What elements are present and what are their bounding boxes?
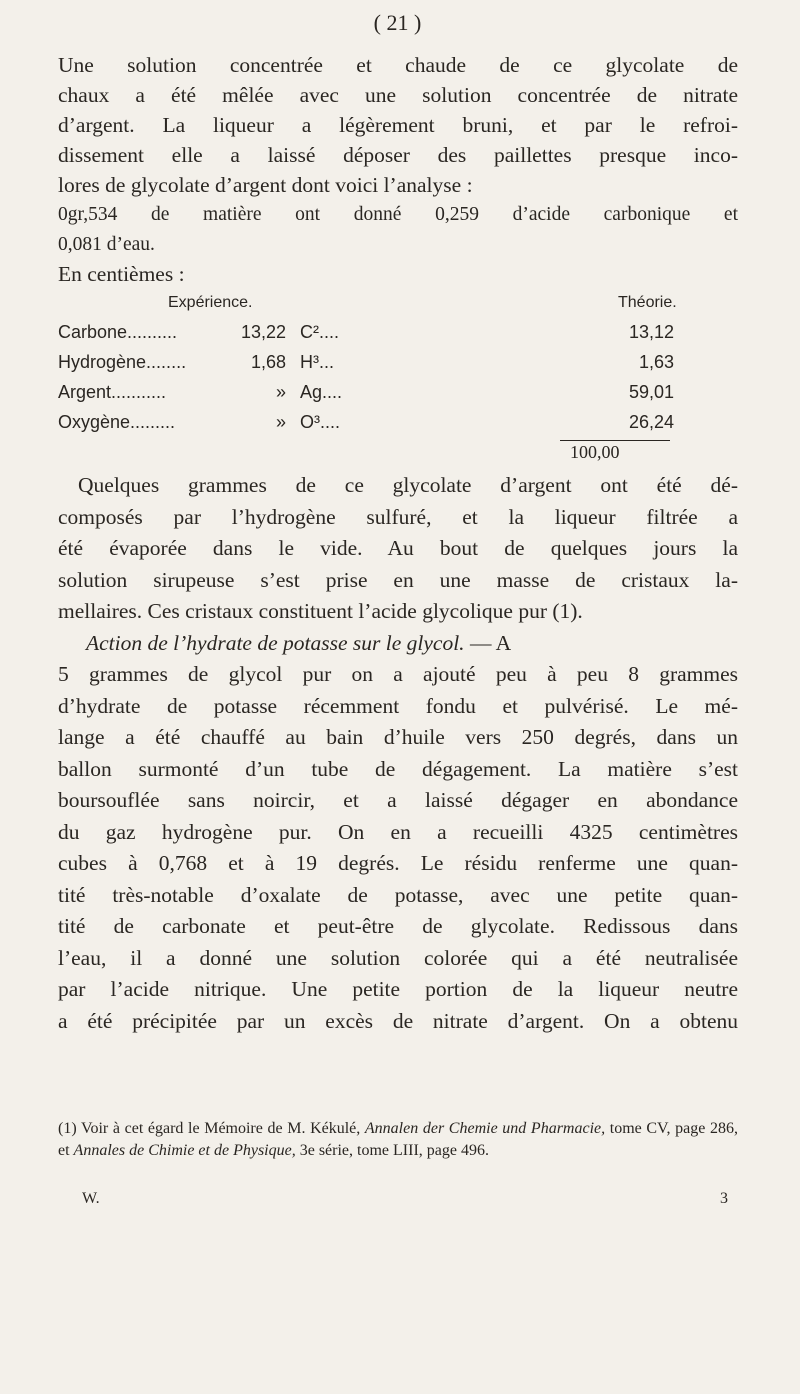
element-name: Oxygène......... [58, 412, 176, 432]
experience-value: 1,68 [250, 352, 286, 372]
text-line: lores de glycolate d’argent dont voici l’analyse : [58, 173, 473, 197]
text-line: a été précipitée par un excès de nitrate d’argent. On a obtenu [58, 1008, 738, 1033]
page-number: ( 21 ) [373, 10, 422, 35]
text-line: par l’acide nitrique. Une petite portion de la liqueur neutre [58, 977, 738, 1001]
text-line: d’hydrate de potasse récemment fondu et pulvérisé. Le mé- [58, 693, 738, 718]
formula-symbol: H³... [300, 352, 334, 372]
theory-value: 1,63 [638, 352, 674, 372]
section-heading-line [58, 628, 738, 660]
formula-symbol: C².... [300, 322, 339, 342]
section-title: Action de l’hydrate de potasse sur le glycol. [86, 630, 465, 655]
text-line: ballon surmonté d’un tube de dégagement. La matière s’est [58, 756, 738, 781]
theory-value: 26,24 [628, 412, 674, 432]
text-line: lange a été chauffé au bain d’huile vers 250 degrés, dans un [58, 725, 738, 749]
text-line: d’argent. La liqueur a légèrement bruni, et par le refroi- [58, 113, 738, 137]
formula-symbol: Ag.... [300, 382, 343, 402]
section-dash: — A [464, 630, 512, 655]
text-line: été évaporée dans le vide. Au bout de quelques jours la [58, 536, 738, 560]
element-name: Hydrogène........ [58, 352, 187, 372]
column-header-experience: Expérience. [168, 294, 253, 311]
total-value: 100,00 [570, 442, 620, 462]
element-name: Carbone.......... [58, 322, 178, 342]
total-rule [560, 440, 670, 441]
table-row [58, 322, 738, 350]
signature-mark: W. [82, 1190, 100, 1207]
footnote-tail: 3e série, tome LIII, page 496. [295, 1142, 489, 1159]
text-line: mellaires. Ces cristaux constituent l’acide glycolique pur (1). [58, 599, 583, 623]
footnote-journal-1: Annalen der Chemie und Pharmacie, [364, 1120, 606, 1137]
footnote [58, 1118, 738, 1162]
signature-number: 3 [720, 1190, 728, 1207]
signature-line [58, 1190, 738, 1208]
table-row [58, 352, 738, 380]
table-row [58, 412, 738, 440]
footnote-journal-2: Annales de Chimie et de Physique, [73, 1142, 296, 1159]
experience-value: 13,22 [240, 322, 286, 342]
text-line: cubes à 0,768 et à 19 degrés. Le résidu renferme une quan- [58, 851, 738, 875]
text-line: chaux a été mêlée avec une solution concentrée de nitrate [58, 83, 738, 107]
column-header-theorie: Théorie. [618, 294, 677, 311]
theory-value: 59,01 [628, 382, 674, 402]
text-line: Une solution concentrée et chaude de ce glycolate de [58, 53, 738, 77]
body-text [58, 50, 738, 260]
experience-value: » [275, 412, 286, 432]
theory-value: 13,12 [628, 322, 674, 342]
experience-value: » [275, 382, 286, 402]
text-line: tité de carbonate et peut-être de glycolate. Redissous dans [58, 914, 738, 938]
element-name: Argent........... [58, 382, 167, 402]
text-line: solution sirupeuse s’est prise en une masse de cristaux la- [58, 567, 738, 592]
footnote-lead: (1) Voir à cet égard le Mémoire de M. Kékulé, [58, 1120, 365, 1137]
text-line: Quelques grammes de ce glycolate d’argent ont été dé- [78, 473, 738, 497]
text-line: tité très-notable d’oxalate de potasse, avec une petite quan- [58, 882, 738, 907]
analysis-line: 0gr,534 de matière ont donné 0,259 d’acide carbonique et [58, 204, 738, 225]
formula-symbol: O³.... [300, 412, 340, 432]
analysis-line: 0,081 d’eau. [58, 234, 155, 255]
text-line: composés par l’hydrogène sulfuré, et la liqueur filtrée a [58, 504, 738, 529]
text-line: l’eau, il a donné une solution colorée qui a été neutralisée [58, 945, 738, 970]
body-text-continued [58, 470, 738, 1037]
table-row [58, 382, 738, 410]
text-line: boursouflée sans noircir, et a laissé dégager en abondance [58, 788, 738, 812]
text-line: dissement elle a laissé déposer des paillettes presque inco- [58, 143, 738, 167]
footnote-mid: tome CV, page 286, et [58, 1120, 739, 1159]
table-heading: En centièmes : [58, 262, 185, 286]
text-line: du gaz hydrogène pur. On en a recueilli 4325 centimètres [58, 819, 738, 844]
text-line: 5 grammes de glycol pur on a ajouté peu à peu 8 grammes [58, 662, 738, 686]
